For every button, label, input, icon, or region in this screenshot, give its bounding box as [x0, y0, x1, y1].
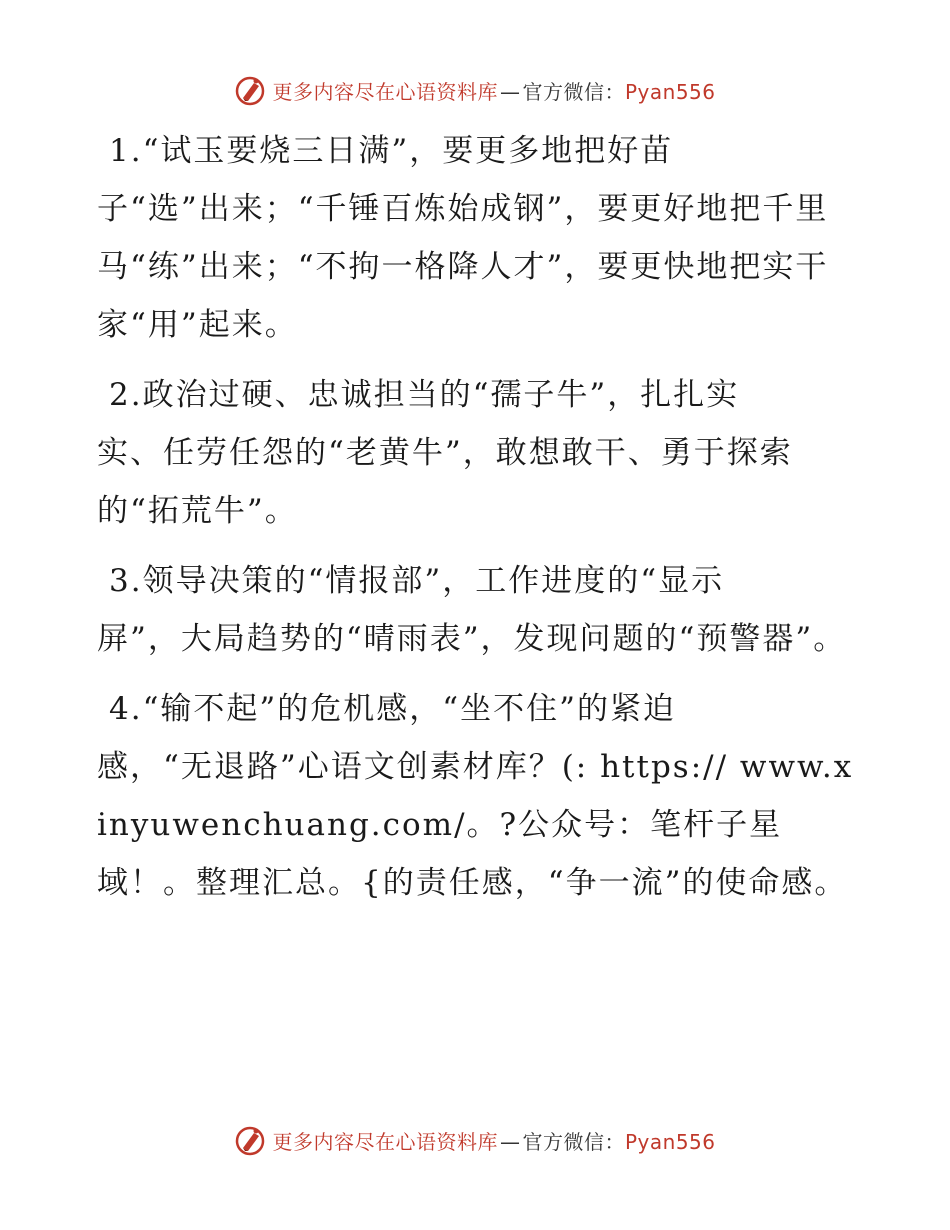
banner-wechat-handle: Pyan556	[624, 1129, 716, 1154]
banner-wechat-handle: Pyan556	[624, 79, 716, 104]
banner-text	[272, 76, 715, 105]
paragraph-1-rest: 子“选”出来；“千锤百炼始成钢”，要更好地把千里马“练”出来；“不拘一格降人才”，要更快地把实干家“用”起来。	[97, 191, 829, 343]
header-banner-inner	[234, 74, 715, 106]
footer-banner	[0, 1120, 950, 1160]
paragraph-3	[97, 552, 857, 668]
document-body	[97, 122, 857, 924]
paragraph-2	[97, 366, 857, 540]
banner-wechat-label: 官方微信：	[522, 1129, 625, 1154]
paragraph-4-first-line: 4.“输不起”的危机感，“坐不住”的紧迫	[109, 691, 676, 727]
banner-site-name: 更多内容尽在心语资料库	[272, 1129, 498, 1154]
pen-logo-icon	[234, 1124, 266, 1156]
paragraph-4-rest: 感，“无退路”心语文创素材库？(: https:// www.xinyuwenchuang.com/。?公众号：笔杆子星域！。整理汇总。{的责任感，“争一流”的使命感。	[97, 749, 854, 901]
paragraph-1-first-line: 1.“试玉要烧三日满”，要更多地把好苗	[109, 133, 674, 169]
paragraph-3-rest: 屏”，大局趋势的“晴雨表”，发现问题的“预警器”。	[97, 621, 847, 657]
paragraph-4	[97, 680, 857, 912]
header-banner	[0, 70, 950, 110]
paragraph-3-first-line: 3.领导决策的“情报部”，工作进度的“显示	[109, 563, 725, 599]
banner-dash: —	[499, 79, 521, 104]
paragraph-2-first-line: 2.政治过硬、忠诚担当的“孺子牛”，扎扎实	[109, 377, 740, 413]
footer-banner-inner	[234, 1124, 715, 1156]
banner-wechat-label: 官方微信：	[522, 79, 625, 104]
paragraph-2-rest: 实、任劳任怨的“老黄牛”，敢想敢干、勇于探索的“拓荒牛”。	[97, 435, 793, 529]
paragraph-1	[97, 122, 857, 354]
banner-site-name: 更多内容尽在心语资料库	[272, 79, 498, 104]
banner-dash: —	[499, 1129, 521, 1154]
banner-text	[272, 1126, 715, 1155]
pen-logo-icon	[234, 74, 266, 106]
